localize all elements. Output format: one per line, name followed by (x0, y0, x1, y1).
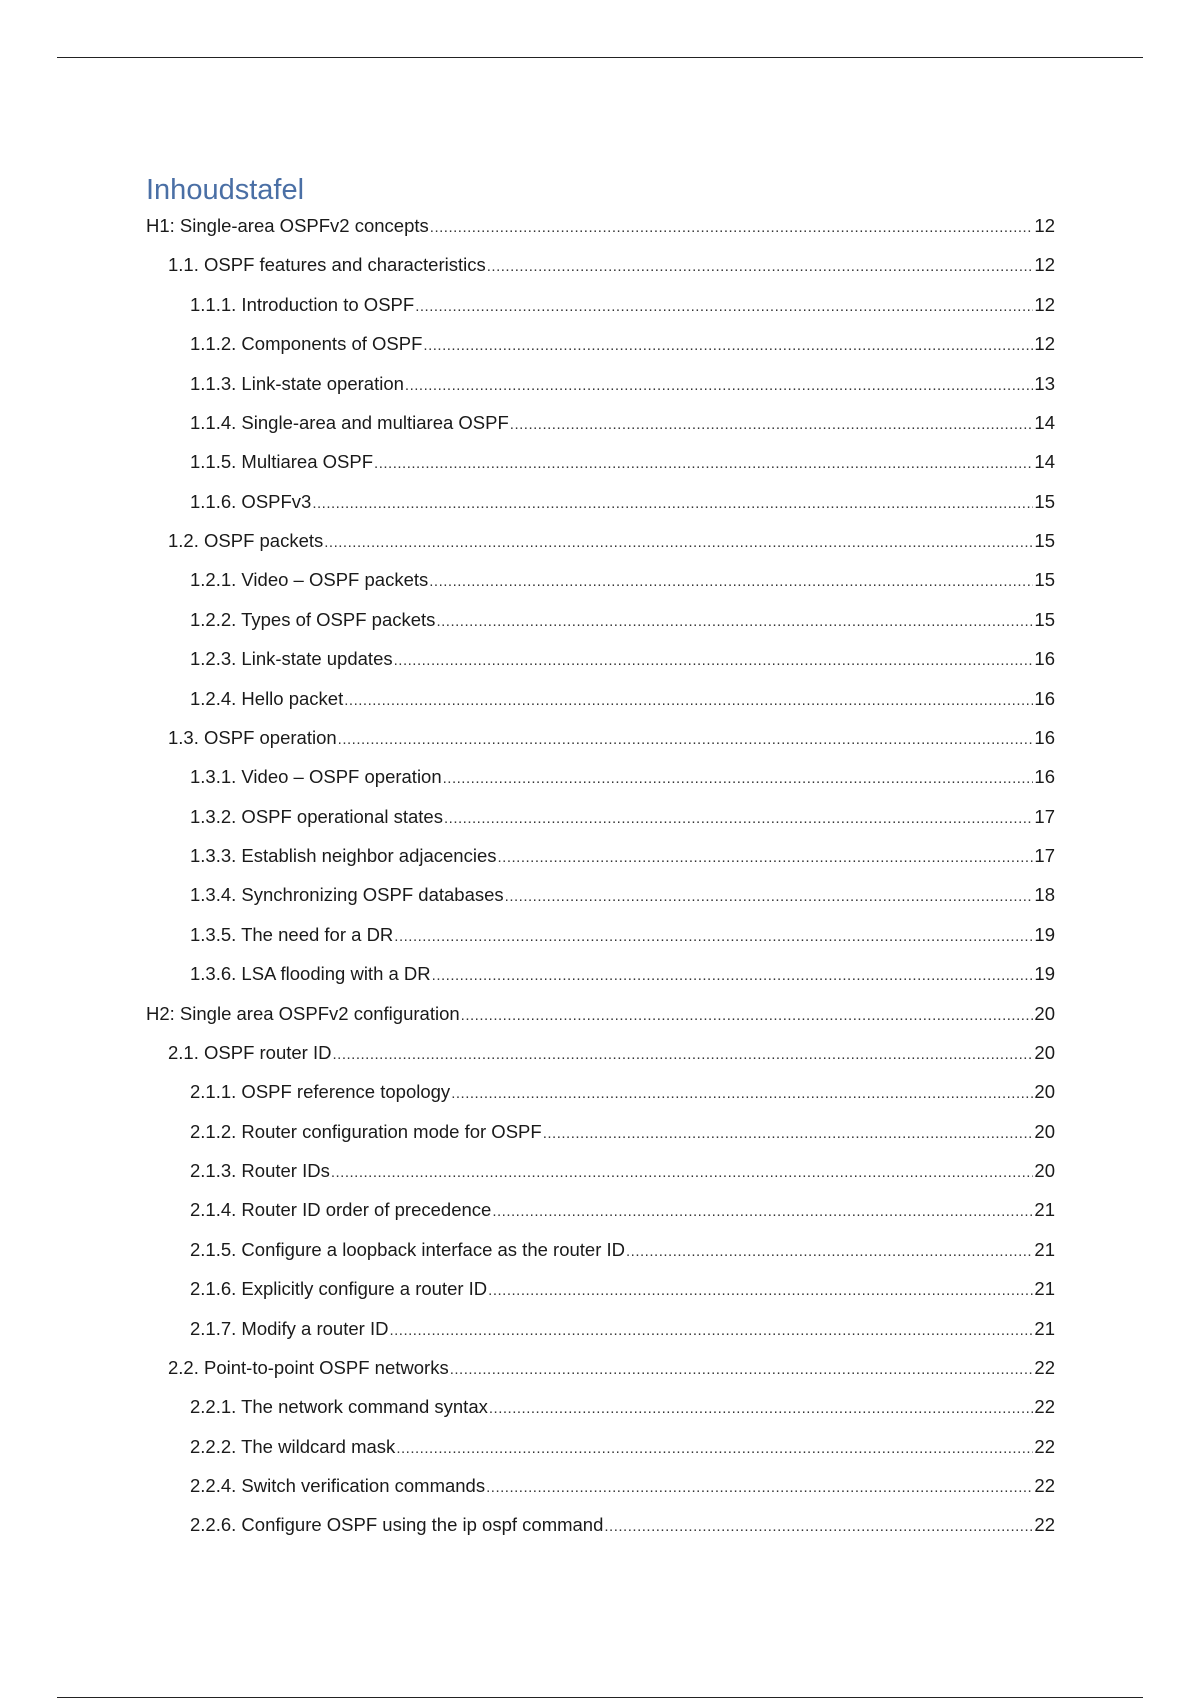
toc-dot-leader (486, 1474, 1033, 1501)
toc-dot-leader (450, 1356, 1034, 1383)
toc-entry[interactable] (146, 1315, 1055, 1354)
toc-entry-title: 2.2. Point-to-point OSPF networks (168, 1356, 449, 1378)
toc-dot-leader (332, 1041, 1033, 1068)
toc-page-number: 21 (1034, 1238, 1055, 1260)
toc-entry-title: 1.1.1. Introduction to OSPF (190, 293, 415, 315)
toc-dot-leader (443, 765, 1034, 792)
toc-page-number: 12 (1034, 215, 1055, 236)
toc-dot-leader (487, 253, 1034, 280)
footer-rule (57, 1697, 1143, 1698)
toc-dot-leader (429, 568, 1033, 595)
toc-entry-title: 1.1. OSPF features and characteristics (168, 254, 486, 276)
toc-entry[interactable] (146, 606, 1055, 645)
toc-page-number: 14 (1034, 451, 1055, 473)
toc-entry[interactable] (146, 1039, 1055, 1078)
toc-entry[interactable] (146, 527, 1055, 566)
toc-page-number: 12 (1034, 254, 1055, 276)
toc-entry-title: 2.1.3. Router IDs (190, 1160, 330, 1181)
toc-entry[interactable] (146, 1118, 1055, 1157)
toc-page-number: 22 (1034, 1356, 1055, 1378)
toc-entry[interactable] (146, 370, 1055, 409)
toc-entry-title: 1.3.2. OSPF operational states (190, 805, 443, 827)
toc-dot-leader (374, 450, 1033, 477)
toc-entry[interactable] (146, 1157, 1055, 1196)
toc-entry[interactable] (146, 685, 1055, 724)
toc-entry-title: 1.2.1. Video – OSPF packets (190, 569, 429, 591)
toc-entry[interactable] (146, 1000, 1055, 1039)
toc-dot-leader (492, 1198, 1033, 1225)
toc-entry-title: H1: Single-area OSPFv2 concepts (146, 215, 429, 236)
toc-entry[interactable] (146, 881, 1055, 920)
toc-page-number: 16 (1034, 726, 1055, 748)
toc-entry[interactable] (146, 921, 1055, 960)
toc-dot-leader (331, 1159, 1034, 1186)
toc-entry-title: 1.2.2. Types of OSPF packets (190, 608, 436, 630)
toc-dot-leader (338, 726, 1034, 753)
toc-entry[interactable] (146, 1393, 1055, 1432)
toc-page-number: 22 (1034, 1514, 1055, 1536)
toc-dot-leader (436, 608, 1033, 635)
toc-page-number: 20 (1034, 1081, 1055, 1103)
toc-entry-title: 2.2.4. Switch verification commands (190, 1475, 486, 1496)
toc-entry-title: 1.1.3. Link-state operation (190, 372, 404, 394)
toc-dot-leader (415, 293, 1033, 320)
toc-entry-title: 1.2. OSPF packets (168, 530, 324, 551)
toc-page-number: 21 (1034, 1278, 1055, 1300)
toc-page-number: 16 (1034, 648, 1055, 670)
toc-entry[interactable] (146, 1433, 1055, 1472)
toc-title: Inhoudstafel (146, 174, 305, 206)
toc-page-number: 20 (1034, 1120, 1055, 1142)
toc-page-number: 16 (1034, 766, 1055, 788)
toc-page-number: 22 (1034, 1475, 1055, 1496)
toc-dot-leader (604, 1513, 1033, 1540)
toc-dot-leader (405, 372, 1034, 399)
toc-dot-leader (389, 1317, 1033, 1344)
toc-entry-title: 1.3.6. LSA flooding with a DR (190, 963, 431, 985)
toc-dot-leader (396, 1435, 1033, 1462)
toc-dot-leader (394, 923, 1033, 950)
toc-dot-leader (312, 490, 1033, 517)
toc-entry-title: 1.3.1. Video – OSPF operation (190, 766, 442, 788)
toc-entry[interactable] (146, 251, 1055, 290)
toc-entry[interactable] (146, 803, 1055, 842)
toc-entry-title: 2.2.6. Configure OSPF using the ip ospf command (190, 1514, 604, 1536)
toc-dot-leader (423, 332, 1033, 359)
toc-entry-title: 2.1.7. Modify a router ID (190, 1317, 389, 1339)
toc-entry-title: 2.1.1. OSPF reference topology (190, 1081, 451, 1103)
toc-entry-title: 1.3.4. Synchronizing OSPF databases (190, 884, 504, 906)
toc-dot-leader (430, 214, 1034, 241)
toc-page-number: 12 (1034, 293, 1055, 315)
toc-dot-leader (543, 1120, 1034, 1147)
toc-page-number: 21 (1034, 1199, 1055, 1221)
toc-page-number: 15 (1034, 530, 1055, 551)
toc-entry[interactable] (146, 409, 1055, 448)
toc-page-number: 14 (1034, 411, 1055, 433)
toc-entry[interactable] (146, 291, 1055, 330)
toc-entry-title: 2.2.1. The network command syntax (190, 1396, 488, 1418)
toc-entry[interactable] (146, 212, 1055, 251)
toc-entry[interactable] (146, 1511, 1055, 1550)
toc-entry-title: 1.1.5. Multiarea OSPF (190, 451, 374, 473)
toc-page-number: 17 (1034, 845, 1055, 866)
toc-page-number: 18 (1034, 884, 1055, 906)
toc-page-number: 15 (1034, 569, 1055, 591)
header-rule (57, 57, 1143, 58)
toc-entry[interactable] (146, 645, 1055, 684)
toc-entry[interactable] (146, 842, 1055, 881)
toc-entry-title: H2: Single area OSPFv2 configuration (146, 1002, 460, 1024)
toc-entry-title: 2.1. OSPF router ID (168, 1041, 332, 1063)
toc-dot-leader (451, 1080, 1033, 1107)
toc-entry-title: 2.1.6. Explicitly configure a router ID (190, 1278, 488, 1300)
toc-entry[interactable] (146, 763, 1055, 802)
toc-entry-title: 2.1.4. Router ID order of precedence (190, 1199, 492, 1221)
toc-dot-leader (489, 1395, 1034, 1422)
toc-dot-leader (488, 1277, 1033, 1304)
toc-page-number: 22 (1034, 1435, 1055, 1457)
table-of-contents (146, 212, 1055, 1551)
toc-entry[interactable] (146, 1275, 1055, 1314)
toc-dot-leader (324, 529, 1033, 556)
toc-entry[interactable] (146, 724, 1055, 763)
toc-entry-title: 1.1.2. Components of OSPF (190, 333, 423, 355)
toc-page-number: 15 (1034, 608, 1055, 630)
toc-page-number: 16 (1034, 687, 1055, 709)
toc-page-number: 17 (1034, 805, 1055, 827)
toc-entry[interactable] (146, 1236, 1055, 1275)
toc-entry[interactable] (146, 1354, 1055, 1393)
toc-dot-leader (497, 844, 1033, 871)
toc-entry-title: 1.2.4. Hello packet (190, 687, 344, 709)
toc-page-number: 19 (1034, 923, 1055, 945)
toc-entry-title: 1.3.5. The need for a DR (190, 923, 394, 945)
toc-entry[interactable] (146, 488, 1055, 527)
toc-dot-leader (432, 962, 1034, 989)
toc-entry[interactable] (146, 330, 1055, 369)
toc-dot-leader (444, 805, 1033, 832)
toc-entry-title: 1.1.4. Single-area and multiarea OSPF (190, 411, 509, 433)
toc-dot-leader (505, 883, 1034, 910)
toc-entry-title: 1.1.6. OSPFv3 (190, 490, 312, 512)
toc-dot-leader (626, 1238, 1033, 1265)
toc-page-number: 13 (1034, 372, 1055, 394)
toc-entry-title: 2.1.2. Router configuration mode for OSPF (190, 1120, 542, 1142)
toc-page-number: 12 (1034, 333, 1055, 355)
toc-page-number: 21 (1034, 1317, 1055, 1339)
toc-dot-leader (510, 411, 1034, 438)
toc-entry[interactable] (146, 1196, 1055, 1235)
toc-entry[interactable] (146, 960, 1055, 999)
toc-entry-title: 2.2.2. The wildcard mask (190, 1435, 396, 1457)
toc-entry-title: 1.3.3. Establish neighbor adjacencies (190, 845, 497, 866)
toc-dot-leader (461, 1002, 1034, 1029)
toc-dot-leader (344, 687, 1033, 714)
toc-page-number: 15 (1034, 490, 1055, 512)
toc-entry[interactable] (146, 1472, 1055, 1511)
toc-entry[interactable] (146, 566, 1055, 605)
toc-entry[interactable] (146, 1078, 1055, 1117)
toc-dot-leader (394, 647, 1034, 674)
toc-entry-title: 1.2.3. Link-state updates (190, 648, 393, 670)
toc-page-number: 20 (1034, 1041, 1055, 1063)
toc-page-number: 20 (1034, 1002, 1055, 1024)
toc-entry[interactable] (146, 448, 1055, 487)
toc-entry-title: 1.3. OSPF operation (168, 726, 337, 748)
toc-entry-title: 2.1.5. Configure a loopback interface as the router ID (190, 1238, 626, 1260)
toc-page-number: 20 (1034, 1160, 1055, 1181)
toc-page-number: 19 (1034, 963, 1055, 985)
toc-page-number: 22 (1034, 1396, 1055, 1418)
